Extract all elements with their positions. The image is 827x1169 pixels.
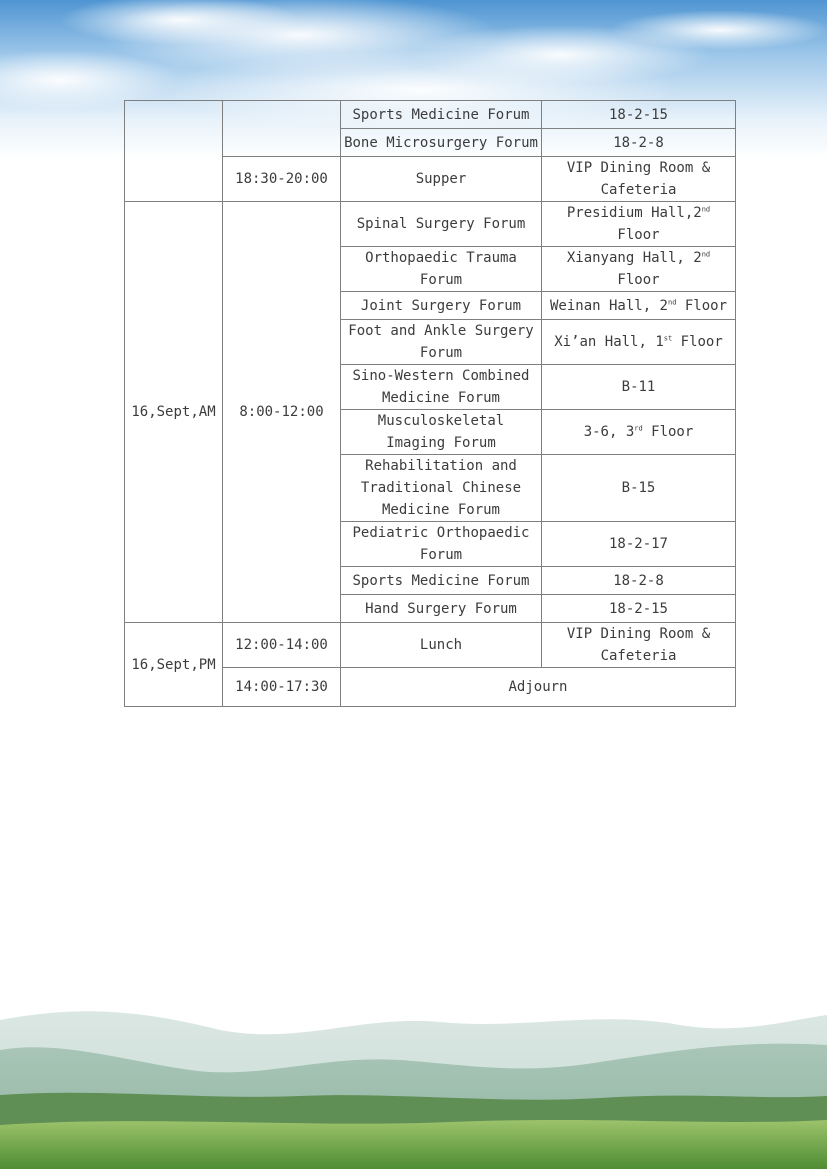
venue-cell: 18-2-17 bbox=[542, 522, 736, 567]
forum-cell: Musculoskeletal Imaging Forum bbox=[341, 410, 542, 455]
forum-cell: Joint Surgery Forum bbox=[341, 292, 542, 320]
venue-cell: VIP Dining Room & Cafeteria bbox=[542, 157, 736, 202]
forum-cell: Adjourn bbox=[341, 668, 736, 707]
venue-cell: 18-2-8 bbox=[542, 129, 736, 157]
forum-cell: Orthopaedic Trauma Forum bbox=[341, 247, 542, 292]
day-cell: 16,Sept,PM bbox=[125, 623, 223, 707]
venue-cell: Xianyang Hall, 2nd Floor bbox=[542, 247, 736, 292]
day-cell: 16,Sept,AM bbox=[125, 202, 223, 623]
day-cell bbox=[125, 101, 223, 202]
time-cell: 14:00-17:30 bbox=[223, 668, 341, 707]
time-cell: 18:30-20:00 bbox=[223, 157, 341, 202]
venue-cell: Xi’an Hall, 1st Floor bbox=[542, 320, 736, 365]
time-cell bbox=[223, 101, 341, 157]
time-cell: 8:00-12:00 bbox=[223, 202, 341, 623]
forum-cell: Bone Microsurgery Forum bbox=[341, 129, 542, 157]
schedule-table bbox=[124, 100, 736, 707]
venue-cell: B-15 bbox=[542, 455, 736, 522]
venue-cell: VIP Dining Room & Cafeteria bbox=[542, 623, 736, 668]
forum-cell: Rehabilitation and Traditional Chinese Medicine Forum bbox=[341, 455, 542, 522]
forum-cell: Sports Medicine Forum bbox=[341, 567, 542, 595]
venue-cell: 18-2-8 bbox=[542, 567, 736, 595]
forum-cell: Pediatric Orthopaedic Forum bbox=[341, 522, 542, 567]
forum-cell: Foot and Ankle Surgery Forum bbox=[341, 320, 542, 365]
forum-cell: Hand Surgery Forum bbox=[341, 595, 542, 623]
table-row bbox=[125, 623, 736, 668]
forum-cell: Sports Medicine Forum bbox=[341, 101, 542, 129]
venue-cell: Presidium Hall,2nd Floor bbox=[542, 202, 736, 247]
venue-cell: 3-6, 3rd Floor bbox=[542, 410, 736, 455]
table-row bbox=[125, 202, 736, 247]
venue-cell: 18-2-15 bbox=[542, 595, 736, 623]
time-cell: 12:00-14:00 bbox=[223, 623, 341, 668]
forum-cell: Supper bbox=[341, 157, 542, 202]
venue-cell: 18-2-15 bbox=[542, 101, 736, 129]
forum-cell: Lunch bbox=[341, 623, 542, 668]
forum-cell: Spinal Surgery Forum bbox=[341, 202, 542, 247]
table-row bbox=[125, 101, 736, 129]
venue-cell: Weinan Hall, 2nd Floor bbox=[542, 292, 736, 320]
venue-cell: B-11 bbox=[542, 365, 736, 410]
forum-cell: Sino-Western Combined Medicine Forum bbox=[341, 365, 542, 410]
